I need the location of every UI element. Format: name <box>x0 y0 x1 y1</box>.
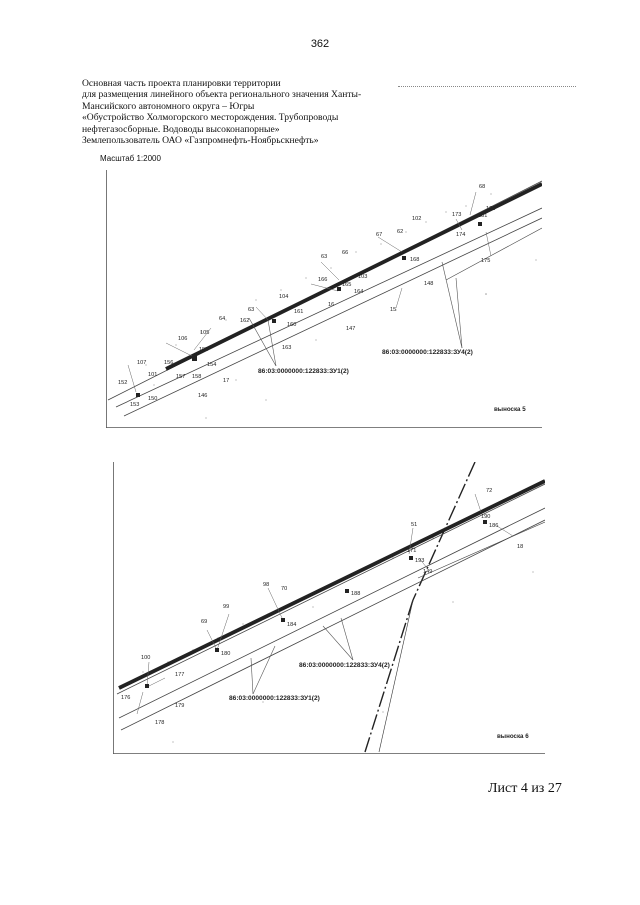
point-label: 149 <box>423 569 433 575</box>
pipeline-main <box>119 481 545 688</box>
point-label: 16 <box>328 302 335 308</box>
point-label: 98 <box>263 582 270 588</box>
point-label: 160 <box>287 322 297 328</box>
map-fragment-5 <box>106 170 542 428</box>
header-line: Землепользователь ОАО «Газпромнефть-Ноябрьскнефть» <box>82 135 319 147</box>
external-boundary-thin <box>379 600 413 752</box>
point-label: 146 <box>198 393 208 399</box>
point-label: 147 <box>346 326 356 332</box>
header-line: «Обустройство Холмогорского месторождения. Трубопроводы <box>82 112 339 124</box>
corridor-line-2 <box>124 218 542 416</box>
point-label: 66 <box>342 250 349 256</box>
point-label: 180 <box>221 651 231 657</box>
point-label: 67 <box>376 232 383 238</box>
cadastral-label: 86:03:0000000:122833:ЗУ4(2) <box>299 662 390 669</box>
scale-label: Масштаб 1:2000 <box>100 154 161 163</box>
survey-point <box>281 618 285 622</box>
point-label: 63 <box>321 254 328 260</box>
corridor-line-3 <box>418 522 545 578</box>
point-label: 162 <box>240 318 250 324</box>
survey-point <box>478 222 482 226</box>
header-line: нефтегазосборные. Водоводы высоконапорные» <box>82 123 280 135</box>
point-label: 106 <box>178 336 188 342</box>
point-label: 62 <box>397 229 404 235</box>
document-header <box>82 78 382 146</box>
callout-label: выноска 5 <box>494 406 526 413</box>
point-label: 152 <box>118 380 128 386</box>
point-label: 174 <box>456 232 466 238</box>
point-label: 177 <box>175 672 185 678</box>
survey-point <box>192 356 197 361</box>
point-label: 188 <box>351 591 361 597</box>
point-label: 158 <box>192 374 202 380</box>
callout-label: выноска 6 <box>497 733 529 740</box>
point-labels <box>121 488 523 726</box>
terrain-speckle <box>142 491 533 742</box>
point-label: 161 <box>294 309 304 315</box>
point-label: 154 <box>207 362 217 368</box>
point-label: 171 <box>407 548 417 554</box>
point-label: 101 <box>148 372 158 378</box>
point-label: 175 <box>481 258 491 264</box>
header-dotted-line <box>398 86 576 87</box>
survey-point <box>409 556 413 560</box>
point-label: 64 <box>219 316 226 322</box>
survey-point <box>136 393 140 397</box>
point-label: 176 <box>121 695 131 701</box>
cadastral-label: 86:03:0000000:122833:ЗУ4(2) <box>382 349 473 356</box>
point-label: 72 <box>486 488 493 494</box>
point-label: 190 <box>481 514 491 520</box>
survey-point <box>483 520 487 524</box>
point-label: 181 <box>478 213 488 219</box>
point-label: 157 <box>176 374 186 380</box>
point-label: 178 <box>155 720 165 726</box>
point-label: 156 <box>164 360 174 366</box>
point-label: 184 <box>287 622 297 628</box>
point-label: 51 <box>411 522 418 528</box>
point-label: 168 <box>410 257 420 263</box>
point-label: 165 <box>342 282 352 288</box>
terrain-speckle <box>145 193 536 418</box>
point-label: 163 <box>282 345 292 351</box>
map-fragment-6 <box>113 462 545 754</box>
external-boundary-dashed <box>365 600 413 752</box>
point-label: 193 <box>415 558 425 564</box>
point-label: 107 <box>137 360 147 366</box>
point-label: 18 <box>517 544 524 550</box>
survey-point <box>345 589 349 593</box>
point-label: 105 <box>200 330 210 336</box>
point-label: 103 <box>358 274 368 280</box>
point-label: 179 <box>175 703 185 709</box>
point-label: 17 <box>223 378 230 384</box>
corridor-line-1 <box>119 508 545 718</box>
header-line: для размещения линейного объекта регионального значения Ханты- <box>82 89 362 101</box>
survey-point <box>145 684 149 688</box>
cadastral-pointers <box>251 618 353 694</box>
point-label: 70 <box>281 586 288 592</box>
cadastral-label: 86:03:0000000:122833:ЗУ1(2) <box>229 695 320 702</box>
point-label: 68 <box>479 184 486 190</box>
point-label: 104 <box>279 294 289 300</box>
point-label: 150 <box>148 396 158 402</box>
survey-point <box>215 648 219 652</box>
sheet-number: Лист 4 из 27 <box>488 781 562 796</box>
point-label: 173 <box>452 212 462 218</box>
point-label: 102 <box>412 216 422 222</box>
point-label: 100 <box>141 655 151 661</box>
point-label: 166 <box>318 277 328 283</box>
survey-point <box>402 256 406 260</box>
point-label: 172 <box>486 206 496 212</box>
map-6-drawing <box>113 462 545 754</box>
survey-point <box>272 319 276 323</box>
map-5-drawing <box>106 170 542 428</box>
point-label: 153 <box>130 402 140 408</box>
survey-point <box>337 287 341 291</box>
point-label: 63 <box>248 307 255 313</box>
point-label: 186 <box>489 523 499 529</box>
point-label: 69 <box>201 619 208 625</box>
header-line: Основная часть проекта планировки территории <box>82 78 281 89</box>
point-label: 155 <box>199 347 209 353</box>
point-label: 164 <box>354 289 364 295</box>
point-label: 15 <box>390 307 397 313</box>
corridor-line-2 <box>121 520 545 730</box>
point-label: 99 <box>223 604 230 610</box>
page-number: 362 <box>310 38 330 50</box>
header-line: Мансийского автономного округа – Югры <box>82 100 255 112</box>
cadastral-label: 86:03:0000000:122833:ЗУ1(2) <box>258 368 349 375</box>
point-label: 148 <box>424 281 434 287</box>
